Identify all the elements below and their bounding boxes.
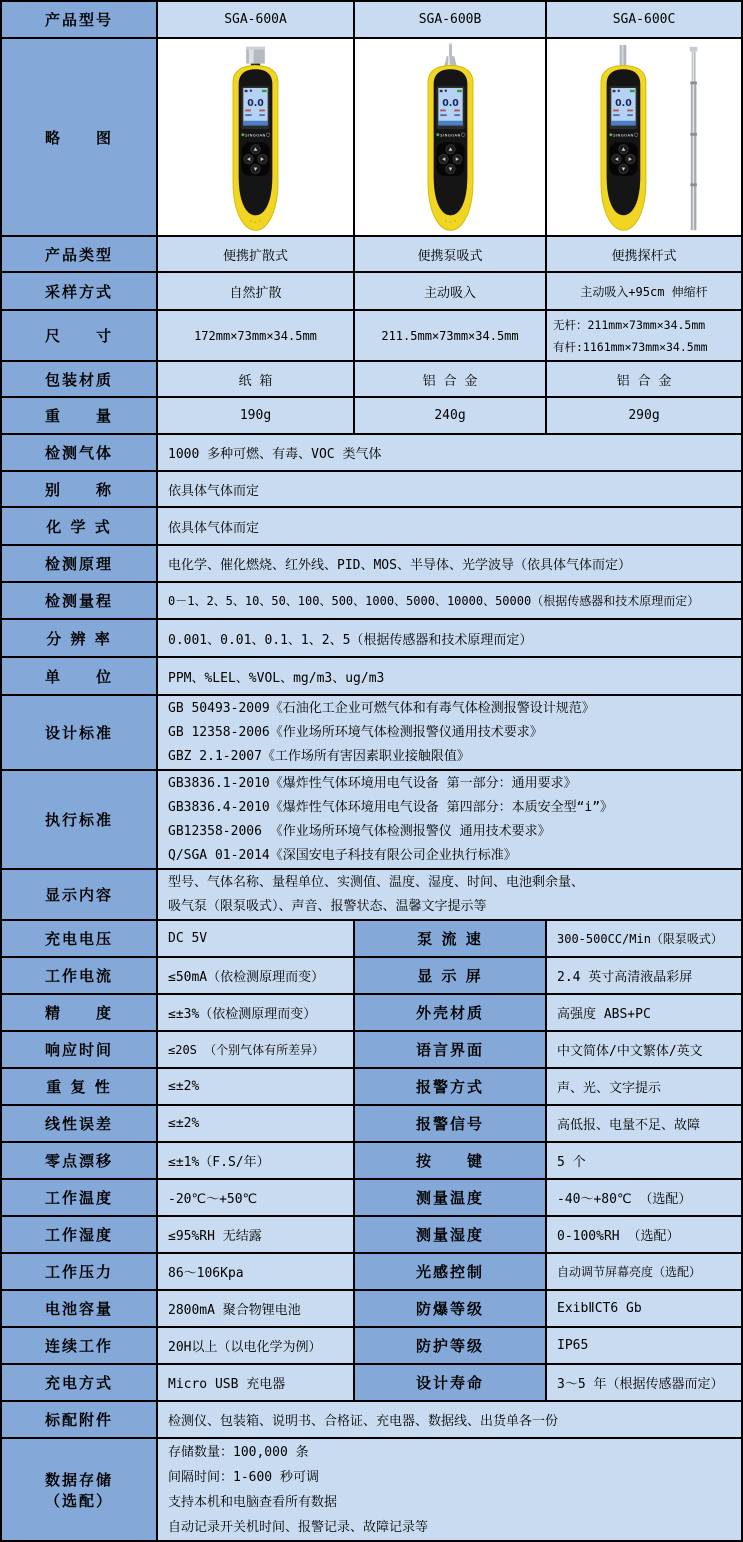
display-content-line: 吸气泵（限泵吸式）、声音、报警状态、温馨文字提示等 [168,898,487,914]
pump-flow-value: 300-500CC/Min（限泵吸式） [547,921,741,956]
language-value: 中文简体/中文繁体/英文 [547,1032,741,1067]
detector-pump-illustration [399,43,502,235]
display-screen-value: 2.4 英寸高清液晶彩屏 [547,958,741,993]
light-control-value: 自动调节屏幕亮度（选配） [547,1254,741,1289]
size-a: 172mm×73mm×34.5mm [158,311,355,360]
detector-probe-illustration [572,43,717,235]
zero-drift-value: ≤±1%（F.S/年） [158,1143,355,1178]
design-standard-line: GB 50493-2009《石油化工企业可燃气体和有毒气体检测报警设计规范》 [168,700,595,716]
row-dual-10 [2,1291,741,1328]
row-weight [2,398,741,435]
accuracy-value: ≤±3%（依检测原理而变） [158,995,355,1030]
linearity-error-label: 线性误差 [2,1106,158,1141]
screen-value: 0.0 [614,97,632,109]
alarm-mode-value: 声、光、文字提示 [547,1069,741,1104]
data-storage-label [2,1439,158,1540]
sampling-label: 采样方式 [2,273,158,309]
explosion-proof-value: ExibⅡCT6 Gb [547,1291,741,1326]
row-alias [2,472,741,508]
alarm-signal-label: 报警信号 [355,1106,547,1141]
product-type-label: 产品类型 [2,237,158,271]
device-image-sga-600b [355,39,547,235]
continuous-work-value: 20H以上（以电化学为例） [158,1328,355,1363]
pump-flow-label: 泵 流 速 [355,921,547,956]
weight-c: 290g [547,398,741,433]
protection-level-label: 防护等级 [355,1328,547,1363]
accessories-label: 标配附件 [2,1402,158,1437]
data-storage-line: 支持本机和电脑查看所有数据 [168,1494,338,1510]
row-model [2,2,741,39]
model-b: SGA-600B [355,2,547,37]
size-c-line2: 有杆:1161mm×73mm×34.5mm [553,339,708,354]
charge-voltage-value: DC 5V [158,921,355,956]
row-dual-2 [2,995,741,1032]
accuracy-label: 精 度 [2,995,158,1030]
row-dual-4 [2,1069,741,1106]
design-standards-label: 设计标准 [2,696,158,769]
screen-value: 0.0 [247,97,264,109]
principle-value: 电化学、催化燃烧、红外线、PID、MOS、半导体、光学波导（依具体气体而定） [158,546,741,581]
row-dual-3 [2,1032,741,1069]
alarm-signal-value: 高低报、电量不足、故障 [547,1106,741,1141]
product-type-b: 便携泵吸式 [355,237,547,271]
alarm-mode-label: 报警方式 [355,1069,547,1104]
data-storage-label-line2: （选配） [44,1491,113,1510]
row-range [2,583,741,620]
battery-capacity-value: 2800mA 聚合物锂电池 [158,1291,355,1326]
model-c: SGA-600C [547,2,741,37]
row-packaging [2,362,741,398]
packaging-b: 铝 合 金 [355,362,547,396]
design-standard-line: GB 12358-2006《作业场所环境气体检测报警仪通用技术要求》 [168,724,543,740]
shell-material-value: 高强度 ABS+PC [547,995,741,1030]
exec-standard-line: GB3836.1-2010《爆炸性气体环境用电气设备 第一部分：通用要求》 [168,775,577,791]
working-temp-label: 工作温度 [2,1180,158,1215]
data-storage-line: 间隔时间：1-600 秒可调 [168,1469,319,1485]
model-a: SGA-600A [158,2,355,37]
screen-value: 0.0 [441,97,459,109]
packaging-a: 纸 箱 [158,362,355,396]
battery-capacity-label: 电池容量 [2,1291,158,1326]
sampling-c: 主动吸入+95cm 伸缩杆 [547,273,741,309]
brand-text: SINGOAN [439,133,461,138]
working-current-value: ≤50mA（依检测原理而变） [158,958,355,993]
row-chemical-formula [2,508,741,546]
row-unit [2,658,741,696]
packaging-c: 铝 合 金 [547,362,741,396]
row-exec-standards [2,771,741,870]
repeatability-value: ≤±2% [158,1069,355,1104]
working-humidity-label: 工作湿度 [2,1217,158,1252]
chemical-formula-value: 依具体气体而定 [158,508,741,544]
product-type-a: 便携扩散式 [158,237,355,271]
row-dual-12 [2,1365,741,1402]
sketch-label: 略 图 [2,39,158,235]
working-pressure-label: 工作压力 [2,1254,158,1289]
protection-level-value: IP65 [547,1328,741,1363]
row-detected-gas [2,435,741,472]
weight-label: 重 量 [2,398,158,433]
size-label: 尺 寸 [2,311,158,360]
detector-diffusion-illustration [204,43,307,235]
data-storage-label-line1: 数据存储 [44,1470,113,1489]
repeatability-label: 重 复 性 [2,1069,158,1104]
row-design-standards [2,696,741,771]
explosion-proof-label: 防爆等级 [355,1291,547,1326]
design-standards-value [158,696,741,769]
data-storage-value [158,1439,741,1540]
packaging-label: 包装材质 [2,362,158,396]
buttons-label: 按 键 [355,1143,547,1178]
chemical-formula-label: 化 学 式 [2,508,158,544]
row-dual-5 [2,1106,741,1143]
display-content-value [158,870,741,919]
model-label: 产品型号 [2,2,158,37]
display-content-label: 显示内容 [2,870,158,919]
brand-text: SINGOAN [245,133,266,138]
row-dual-0 [2,921,741,958]
weight-a: 190g [158,398,355,433]
weight-b: 240g [355,398,547,433]
exec-standard-line: GB3836.4-2010《爆炸性气体环境用电气设备 第四部分：本质安全型“i”》 [168,799,614,815]
range-label: 检测量程 [2,583,158,618]
row-accessories [2,1402,741,1439]
size-b: 211.5mm×73mm×34.5mm [355,311,547,360]
row-dual-8 [2,1217,741,1254]
detected-gas-value: 1000 多种可燃、有毒、VOC 类气体 [158,435,741,470]
device-image-sga-600c [547,39,741,235]
range-value: 0－1、2、5、10、50、100、500、1000、5000、10000、50000（根据传感器和技术原理而定） [158,583,741,618]
continuous-work-label: 连续工作 [2,1328,158,1363]
device-image-sga-600a [158,39,355,235]
row-product-type [2,237,741,273]
exec-standards-value [158,771,741,868]
alias-label: 别 称 [2,472,158,506]
design-life-label: 设计寿命 [355,1365,547,1400]
accessories-value: 检测仪、包装箱、说明书、合格证、充电器、数据线、出货单各一份 [158,1402,741,1437]
display-content-line: 型号、气体名称、量程单位、实测值、温度、湿度、时间、电池剩余量、 [168,874,585,890]
product-type-c: 便携探杆式 [547,237,741,271]
sampling-b: 主动吸入 [355,273,547,309]
size-c-line1: 无杆：211mm×73mm×34.5mm [553,317,706,332]
data-storage-line: 存储数量：100,000 条 [168,1444,309,1460]
row-dual-6 [2,1143,741,1180]
row-sketch [2,39,741,237]
sampling-a: 自然扩散 [158,273,355,309]
row-dual-9 [2,1254,741,1291]
buttons-value: 5 个 [547,1143,741,1178]
row-display-content [2,870,741,921]
design-life-value: 3～5 年（根据传感器而定） [547,1365,741,1400]
exec-standards-label: 执行标准 [2,771,158,868]
unit-label: 单 位 [2,658,158,694]
shell-material-label: 外壳材质 [355,995,547,1030]
row-principle [2,546,741,583]
data-storage-line: 自动记录开关机时间、报警记录、故障记录等 [168,1519,429,1535]
exec-standard-line: Q/SGA 01-2014《深国安电子科技有限公司企业执行标准》 [168,847,517,863]
principle-label: 检测原理 [2,546,158,581]
design-standard-line: GBZ 2.1-2007《工作场所有害因素职业接触限值》 [168,748,470,764]
size-c [547,311,741,360]
linearity-error-value: ≤±2% [158,1106,355,1141]
unit-value: PPM、%LEL、%VOL、mg/m3、ug/m3 [158,658,741,694]
working-temp-value: -20℃～+50℃ [158,1180,355,1215]
brand-text: SINGOAN [612,133,634,138]
detected-gas-label: 检测气体 [2,435,158,470]
resolution-label: 分 辨 率 [2,620,158,656]
alias-value: 依具体气体而定 [158,472,741,506]
language-label: 语言界面 [355,1032,547,1067]
working-pressure-value: 86～106Kpa [158,1254,355,1289]
working-current-label: 工作电流 [2,958,158,993]
row-dual-7 [2,1180,741,1217]
display-screen-label: 显 示 屏 [355,958,547,993]
row-dual-1 [2,958,741,995]
measure-humidity-value: 0-100%RH （选配） [547,1217,741,1252]
row-size [2,311,741,362]
resolution-value: 0.001、0.01、0.1、1、2、5（根据传感器和技术原理而定） [158,620,741,656]
charging-method-label: 充电方式 [2,1365,158,1400]
response-time-label: 响应时间 [2,1032,158,1067]
charging-method-value: Micro USB 充电器 [158,1365,355,1400]
row-resolution [2,620,741,658]
measure-temp-label: 测量温度 [355,1180,547,1215]
charge-voltage-label: 充电电压 [2,921,158,956]
working-humidity-value: ≤95%RH 无结露 [158,1217,355,1252]
telescopic-rod-tip [689,47,696,52]
light-control-label: 光感控制 [355,1254,547,1289]
zero-drift-label: 零点漂移 [2,1143,158,1178]
measure-humidity-label: 测量湿度 [355,1217,547,1252]
row-sampling [2,273,741,311]
response-time-value: ≤20S （个别气体有所差异） [158,1032,355,1067]
measure-temp-value: -40～+80℃ （选配） [547,1180,741,1215]
row-dual-11 [2,1328,741,1365]
exec-standard-line: GB12358-2006 《作业场所环境气体检测报警仪 通用技术要求》 [168,823,551,839]
row-data-storage [2,1439,741,1540]
